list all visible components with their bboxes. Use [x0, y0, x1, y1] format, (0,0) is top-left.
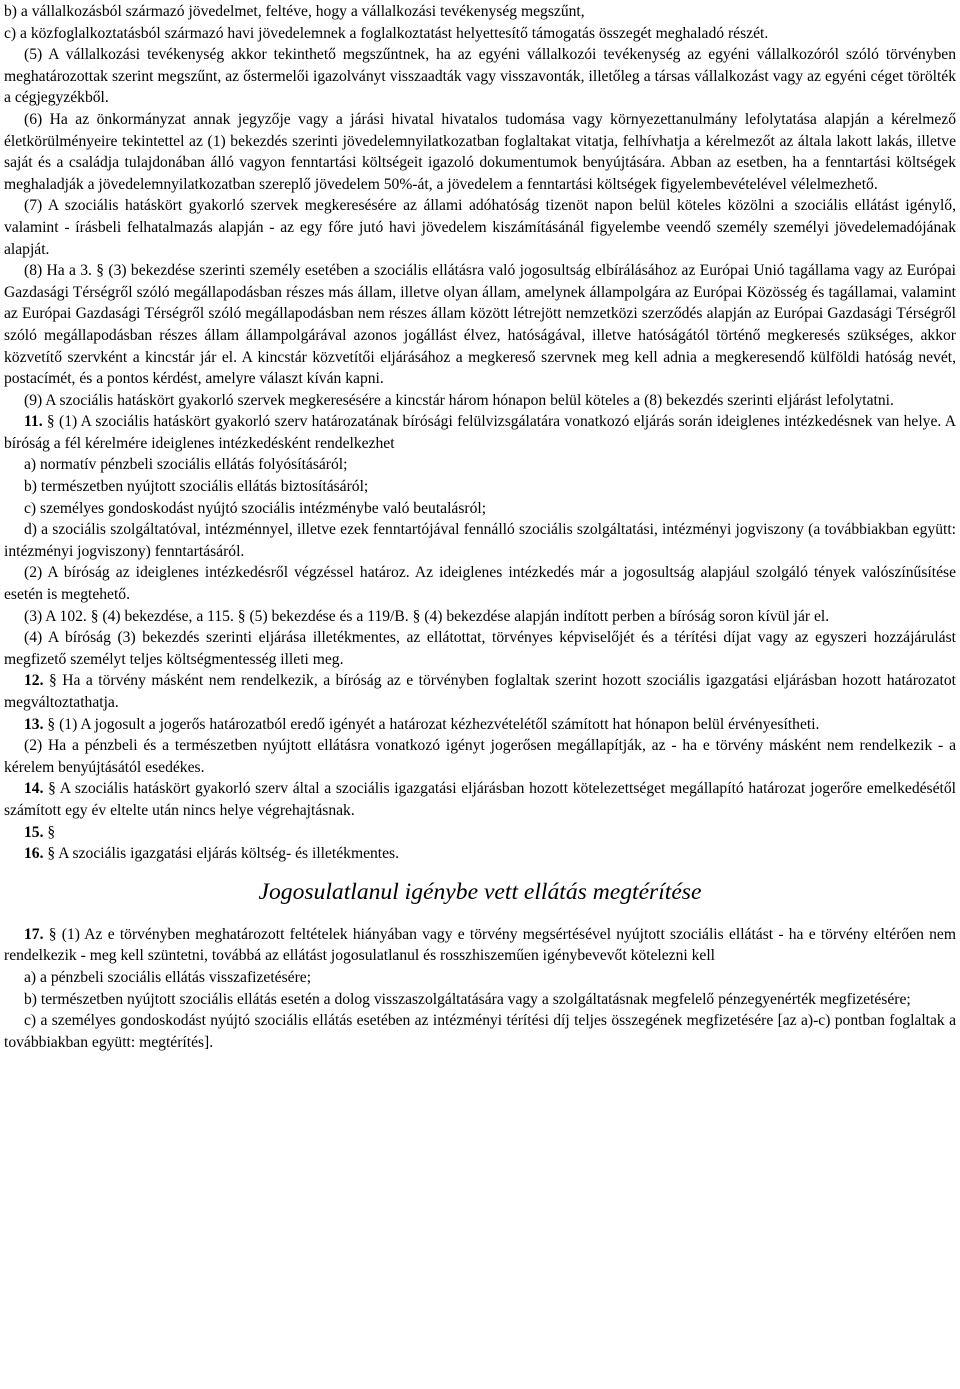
paragraph-p18: [4, 735, 956, 778]
paragraph-text: § (1) A szociális hatáskört gyakorló szerv határozatának bírósági felülvizsgálatára vonatkozó eljárás során ideiglenes intézkedésnek van helye. A bíróság a fél kérelmére ideiglenes intézkedésként rendelkezhet: [4, 413, 956, 452]
paragraph-text: b) a vállalkozásból származó jövedelmet, feltéve, hogy a vállalkozási tevékenység megszűnt,: [4, 3, 585, 20]
paragraph-p06: [4, 260, 956, 390]
paragraph-p24: [4, 989, 956, 1011]
paragraph-p02: [4, 23, 956, 45]
paragraph-text: (2) A bíróság az ideiglenes intézkedésről végzéssel határoz. Az ideiglenes intézkedés már a jogosultság alapjául szolgáló tények valószínűsítése esetén is megtehető.: [4, 564, 956, 604]
paragraph-text: § (1) Az e törvényben meghatározott feltételek hiányában vagy e törvény megsértésével nyújtott szociális ellátást - ha e törvény eltérően nem rendelkezik - meg kell szüntetni, továbbá az ellátást jogosulatlanul és rosszhiszeműen igénybevevőt kötelezni kell: [4, 925, 956, 965]
paragraph-p23: [4, 967, 956, 989]
paragraph-text: (8) Ha a 3. § (3) bekezdése szerinti személy esetében a szociális ellátásra való jogosultság elbírálásához az Európai Unió tagállama vagy az Európai Gazdasági Térségről szóló megállapodásban részes más állam, illetve olyan állam, amelynek állampolgára az Európai Közösség és tagállamai, valamint az Európai Gazdasági Térségről szóló megállapodásban nem részes állam között létrejött nemzetközi szerződés alapján az Európai Gazdasági Térségről szóló megállapodásban részes állam állampolgárával azonos jogállást élvez, hatóságával, illetve hatóságától történő megkeresés szükséges, akkor közvetítő szervként a kincstár jár el. A kincstár közvetítői eljárásához a megkereső szervnek meg kell adnia a megkeresendő külföldi hatóság nevét, postacímét, és a pontos kérdést, amelyre választ kíván kapni.: [4, 262, 956, 388]
paragraph-p16: [4, 670, 956, 713]
paragraph-p05: [4, 195, 956, 260]
paragraph-text: (9) A szociális hatáskört gyakorló szervek megkeresésére a kincstár három hónapon belül köteles a (8) bekezdés szerinti eljárást lefolytatni.: [24, 391, 894, 409]
paragraph-p13: [4, 562, 956, 605]
text-block-bottom: [4, 924, 956, 1054]
section-number: 16.: [24, 845, 44, 863]
paragraph-p01: [4, 1, 956, 23]
section-number: 17.: [24, 925, 44, 943]
paragraph-p08: [4, 411, 956, 454]
paragraph-p11: [4, 498, 956, 520]
paragraph-p25: [4, 1010, 956, 1053]
paragraph-text: c) a közfoglalkoztatásból származó havi jövedelemnek a foglalkoztatást helyettesítő támogatás összegét meghaladó részét.: [4, 24, 769, 42]
paragraph-p10: [4, 476, 956, 498]
paragraph-p14: [4, 606, 956, 628]
paragraph-text: § (1) A jogosult a jogerős határozatból eredő igényét a határozat kézhezvételétől számított hat hónapon belül érvényesítheti.: [43, 715, 820, 733]
paragraph-text: b) természetben nyújtott szociális ellátás biztosításáról;: [24, 478, 369, 496]
section-number: 14.: [24, 780, 44, 798]
paragraph-text: c) személyes gondoskodást nyújtó szociális intézménybe való beutalásról;: [24, 499, 487, 517]
section-number: 13.: [24, 715, 44, 733]
paragraph-text: a) normatív pénzbeli szociális ellátás folyósításáról;: [24, 456, 348, 474]
paragraph-text: (6) Ha az önkormányzat annak jegyzője vagy a járási hivatal hivatalos tudomása vagy környezettanulmány lefolytatása alapján a kérelmező életkörülményeire tekintettel az (1) bekezdés szerinti jövedelemnyilatkozatban foglaltakat vitatja, felhívhatja a kérelmezőt az általa lakott lakás, illetve saját és a családja tulajdonában álló vagyon fenntartási költségeit igazoló dokumentumok benyújtására. Abban az esetben, ha a fenntartási költségek meghaladják a jövedelemnyilatkozatban szereplő jövedelem 50%-át, a jövedelem a fenntartási költségek figyelembevételével vélelmezhető.: [4, 110, 956, 193]
paragraph-p21: [4, 843, 956, 865]
paragraph-text: § Ha a törvény másként nem rendelkezik, a bíróság az e törvényben foglaltak szerint hozott szociális igazgatási eljárásban hozott határozatot megváltoztathatja.: [4, 672, 956, 711]
paragraph-text: b) természetben nyújtott szociális ellátás esetén a dolog visszaszolgáltatására vagy a szolgáltatásnak megfelelő pénzegyenérték megfizetésére;: [24, 990, 911, 1008]
section-number: 11.: [24, 413, 43, 431]
paragraph-text: § A szociális hatáskört gyakorló szerv által a szociális igazgatási eljárásban hozott kötelezettséget megállapító határozat jogerőre emelkedésétől számított egy év eltelte után nincs helye végrehajtásnak.: [4, 780, 956, 819]
paragraph-p03: [4, 44, 956, 109]
paragraph-text: c) a személyes gondoskodást nyújtó szociális ellátás esetében az intézményi térítési díj teljes összegének megfizetésére [az a)-c) pontban foglaltak a továbbiakban együtt: megtérítés].: [4, 1012, 956, 1051]
paragraph-p09: [4, 454, 956, 476]
paragraph-text: § A szociális igazgatási eljárás költség- és illetékmentes.: [43, 845, 400, 863]
section-heading: Jogosulatlanul igénybe vett ellátás megtérítése: [258, 878, 702, 905]
text-block-top: [4, 1, 956, 865]
paragraph-p15: [4, 627, 956, 670]
paragraph-text: (7) A szociális hatáskört gyakorló szervek megkeresésére az állami adóhatóság tizenöt napon belül köteles közölni a szociális ellátást igénylő, valamint - írásbeli felhatalmazás alapján - az egy főre jutó havi jövedelem kiszámításánál figyelembe veendő személy személyi jövedelemadójának alapját.: [4, 197, 956, 258]
section-number: 15.: [24, 823, 44, 841]
paragraph-text: a) a pénzbeli szociális ellátás visszafizetésére;: [24, 968, 312, 986]
paragraph-p20: [4, 822, 956, 844]
paragraph-text: d) a szociális szolgáltatóval, intézménnyel, illetve ezek fenntartójával fennálló szociális szolgáltatási, intézményi jogviszony (a továbbiakban együtt: intézményi jogviszony) fenntartásáról.: [4, 521, 956, 560]
paragraph-text: (3) A 102. § (4) bekezdése, a 115. § (5) bekezdése és a 119/B. § (4) bekezdése alapján indított perben a bíróság soron kívül jár el.: [24, 607, 830, 625]
paragraph-text: (4) A bíróság (3) bekezdés szerinti eljárása illetékmentes, az ellátottat, törvényes képviselőjét és a térítési díjat vagy az egyszeri hozzájárulást megfizető személyt teljes költségmentesség illeti meg.: [4, 629, 956, 668]
paragraph-p19: [4, 778, 956, 821]
paragraph-p22: [4, 924, 956, 967]
paragraph-p17: [4, 714, 956, 736]
paragraph-text: (2) Ha a pénzbeli és a természetben nyújtott ellátásra vonatkozó igényt jogerősen megállapítják, az - ha e törvény másként nem rendelkezik - a kérelem benyújtásától esedékes.: [4, 737, 956, 776]
paragraph-p12: [4, 519, 956, 562]
paragraph-text: §: [43, 823, 56, 841]
paragraph-text: (5) A vállalkozási tevékenység akkor tekinthető megszűntnek, ha az egyéni vállalkozói tevékenység az egyéni vállalkozóról szóló törvényben meghatározottak szerint megszűnt, az őstermelői igazolványt visszaadták vagy visszavonták, illetőleg a társas vállalkozást vagy az egyéni céget törölték a cégjegyzékből.: [4, 46, 956, 107]
paragraph-p04: [4, 109, 956, 195]
paragraph-p07: [4, 390, 956, 412]
section-number: 12.: [24, 672, 44, 690]
